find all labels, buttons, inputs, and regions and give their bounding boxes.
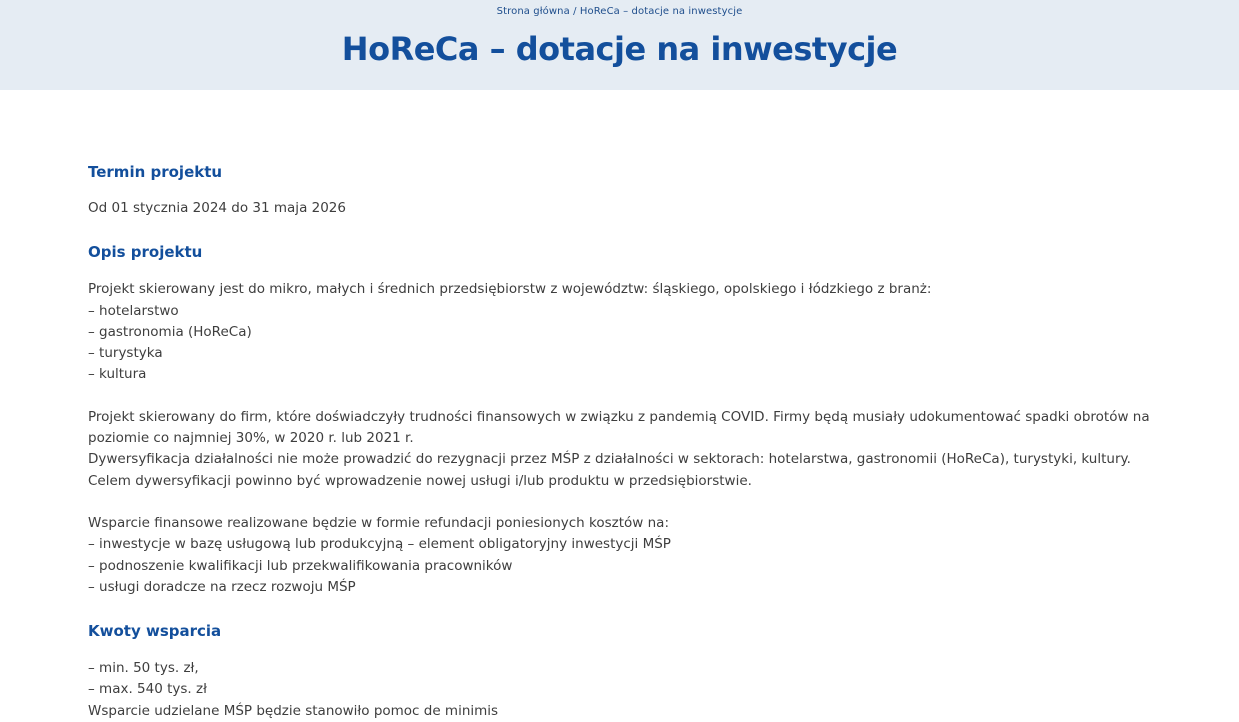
term-text: Od 01 stycznia 2024 do 31 maja 2026 xyxy=(88,200,346,216)
paragraph-spacer xyxy=(88,386,1208,407)
description-paragraph-line: Dywersyfikacja działalności nie może prowadzić do rezygnacji przez MŚP z działalności w sektorach: hotelarstwa, gastronomii (HoReCa), turystyki, kultury. xyxy=(88,451,1131,468)
amount-note: Wsparcie udzielane MŚP będzie stanowiło pomoc de minimis xyxy=(88,702,499,719)
breadcrumb xyxy=(0,6,1239,17)
amounts-body xyxy=(88,658,1208,722)
page-header xyxy=(0,0,1239,90)
description-paragraph-line: poziomie co najmniej 30%, w 2020 r. lub 2021 r. xyxy=(88,430,414,447)
sector-item: – gastronomia (HoReCa) xyxy=(88,323,252,340)
term-heading: Termin projektu xyxy=(88,163,223,181)
breadcrumb-current: HoReCa – dotacje na inwestycje xyxy=(579,6,743,17)
breadcrumb-home-link[interactable]: Strona główna xyxy=(496,6,570,17)
description-intro: Projekt skierowany jest do mikro, małych i średnich przedsiębiorstw z województw: śląskiego, opolskiego i łódzkiego z branż: xyxy=(88,281,932,298)
amounts-heading: Kwoty wsparcia xyxy=(88,622,222,641)
amount-item: – min. 50 tys. zł, xyxy=(88,660,199,677)
sector-item: – kultura xyxy=(88,366,147,383)
amount-item: – max. 540 tys. zł xyxy=(88,681,207,698)
description-paragraph-line: Projekt skierowany do firm, które doświadczyły trudności finansowych w związku z pandemią COVID. Firmy będą musiały udokumentować spadki obrotów na xyxy=(88,408,1150,425)
sector-item: – turystyka xyxy=(88,345,163,362)
description-body xyxy=(88,279,1208,598)
page-title: HoReCa – dotacje na inwestycje xyxy=(341,30,898,68)
breadcrumb-separator: / xyxy=(569,6,580,17)
description-heading: Opis projektu xyxy=(88,243,203,262)
main-content xyxy=(88,160,1208,722)
support-intro: Wsparcie finansowe realizowane będzie w formie refundacji poniesionych kosztów na: xyxy=(88,514,670,531)
paragraph-spacer xyxy=(88,492,1208,513)
sector-item: – hotelarstwo xyxy=(88,302,179,319)
support-item: – usługi doradcze na rzecz rozwoju MŚP xyxy=(88,578,356,595)
description-paragraph-line: Celem dywersyfikacji powinno być wprowadzenie nowej usługi i/lub produktu w przedsiębiorstwie. xyxy=(88,472,752,489)
support-item: – inwestycje w bazę usługową lub produkcyjną – element obligatoryjny inwestycji MŚP xyxy=(88,536,671,553)
support-item: – podnoszenie kwalifikacji lub przekwalifikowania pracowników xyxy=(88,557,513,574)
